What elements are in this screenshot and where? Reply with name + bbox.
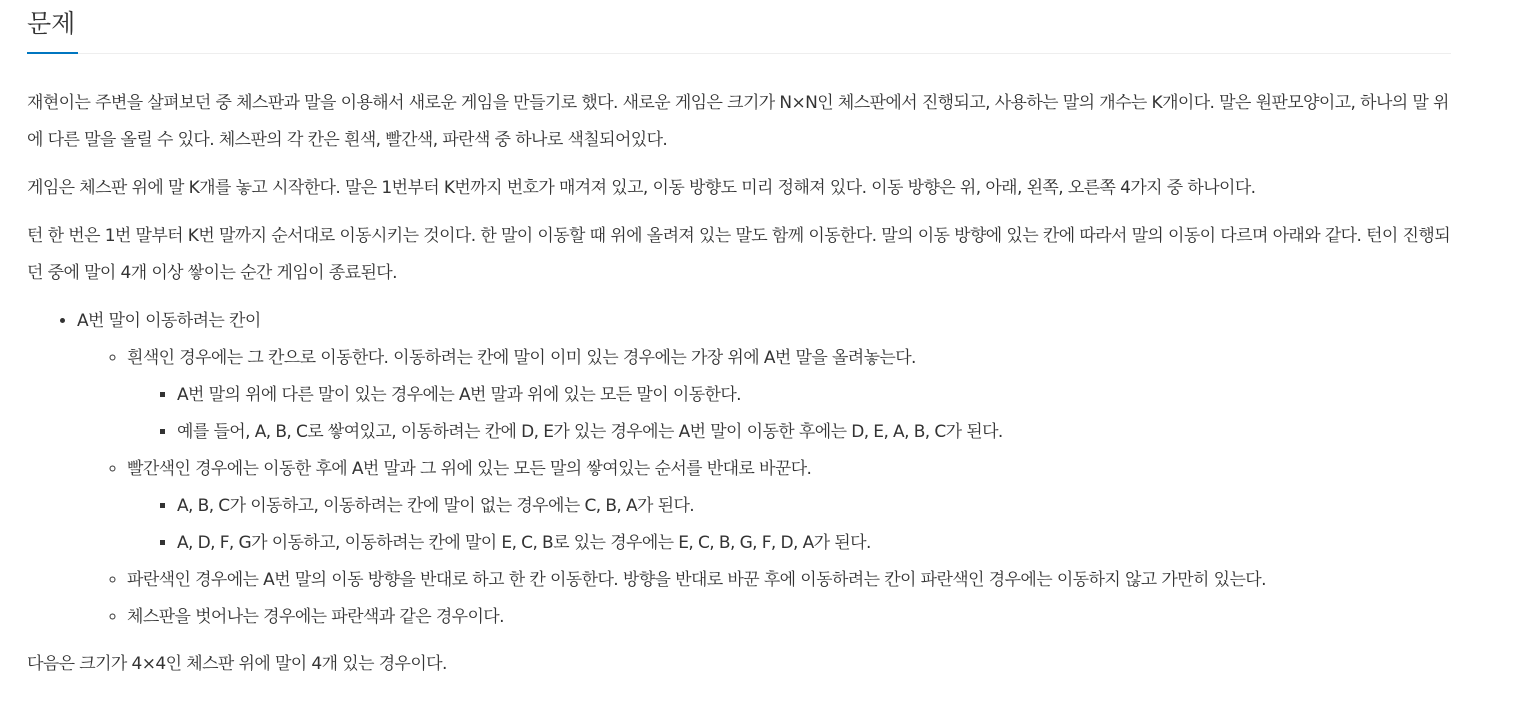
problem-heading: 문제 <box>27 9 76 38</box>
rule-white-item <box>127 340 1451 451</box>
closing-paragraph: 다음은 크기가 4×4인 체스판 위에 말이 4개 있는 경우이다. <box>27 654 447 674</box>
rule-outside-item: ◦ 체스판을 벗어나는 경우에는 파란색과 같은 경우이다. <box>127 599 1451 636</box>
rule-red-details <box>127 488 1451 562</box>
rule-red-detail-2: ▪ A, D, F, G가 이동하고, 이동하려는 칸에 말이 E, C, B로 있는 경우에는 E, C, B, G, F, D, A가 된다. <box>177 525 1451 562</box>
description-paragraph-2: 게임은 체스판 위에 말 K개를 놓고 시작한다. 말은 1번부터 K번까지 번호가 매겨져 있고, 이동 방향도 미리 정해져 있다. 이동 방향은 위, 아래, 왼쪽, 오른쪽 4가지 중 하나이다. <box>27 178 1256 198</box>
problem-section <box>27 0 1451 674</box>
rule-main-item <box>77 303 1451 636</box>
rule-red-text: 빨간색인 경우에는 이동한 후에 A번 말과 그 위에 있는 모든 말의 쌓여있는 순서를 반대로 바꾼다. <box>127 459 812 479</box>
rule-main-text: A번 말이 이동하려는 칸이 <box>77 311 261 331</box>
rule-white-details <box>127 377 1451 451</box>
rule-white-detail-2: ▪ 예를 들어, A, B, C로 쌓여있고, 이동하려는 칸에 D, E가 있는 경우에는 A번 말이 이동한 후에는 D, E, A, B, C가 된다. <box>177 414 1451 451</box>
problem-description <box>27 85 1451 694</box>
rule-white-text: 흰색인 경우에는 그 칸으로 이동한다. 이동하려는 칸에 말이 이미 있는 경우에는 가장 위에 A번 말을 올려놓는다. <box>127 348 916 368</box>
rule-blue-item: ◦ 파란색인 경우에는 A번 말의 이동 방향을 반대로 하고 한 칸 이동한다. 방향을 반대로 바꾼 후에 이동하려는 칸이 파란색인 경우에는 이동하지 않고 가만히 있는다. <box>127 562 1451 599</box>
rule-cases-list <box>77 340 1451 636</box>
heading-accent-underline <box>27 52 78 54</box>
rule-red-item <box>127 451 1451 562</box>
description-paragraph-3: 턴 한 번은 1번 말부터 K번 말까지 순서대로 이동시키는 것이다. 한 말이 이동할 때 위에 올려져 있는 말도 함께 이동한다. 말의 이동 방향에 있는 칸에 따라서 말의 이동이 다르며 아래와 같다. 턴이 진행되던 중에 말이 4개 이상 쌓이는 순간 게임이 종료된다. <box>27 226 1451 283</box>
problem-headline <box>27 0 1451 54</box>
rules-list <box>27 303 1451 636</box>
rule-red-detail-1: ▪ A, B, C가 이동하고, 이동하려는 칸에 말이 없는 경우에는 C, B, A가 된다. <box>177 488 1451 525</box>
rule-white-detail-1: ▪ A번 말의 위에 다른 말이 있는 경우에는 A번 말과 위에 있는 모든 말이 이동한다. <box>177 377 1451 414</box>
description-paragraph-1: 재현이는 주변을 살펴보던 중 체스판과 말을 이용해서 새로운 게임을 만들기로 했다. 새로운 게임은 크기가 N×N인 체스판에서 진행되고, 사용하는 말의 개수는 K개이다. 말은 원판모양이고, 하나의 말 위에 다른 말을 올릴 수 있다. 체스판의 각 칸은 흰색, 빨간색, 파란색 중 하나로 색칠되어있다. <box>27 93 1449 150</box>
